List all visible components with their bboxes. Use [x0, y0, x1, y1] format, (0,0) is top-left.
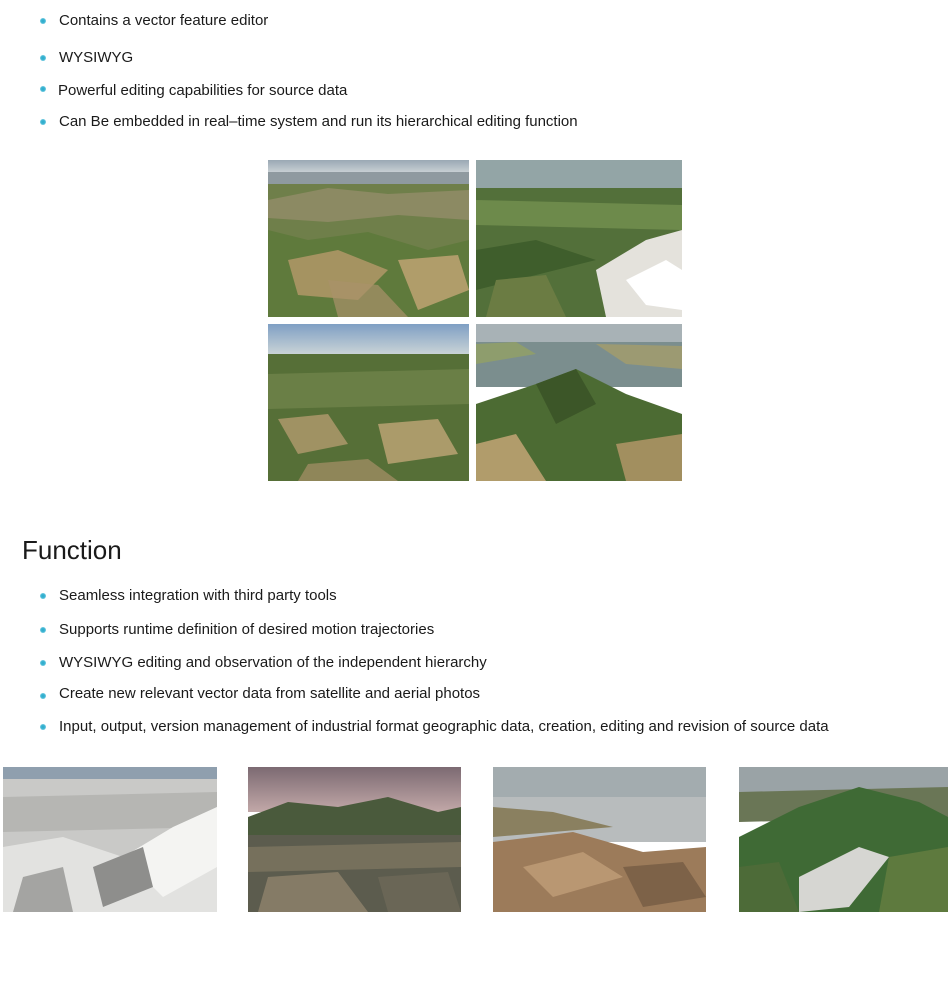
bullet-icon: [40, 724, 46, 730]
bullet-icon: [40, 55, 46, 61]
terrain-image: [476, 160, 682, 317]
bullet-icon: [40, 660, 46, 666]
terrain-image: [268, 160, 469, 317]
terrain-image: [268, 324, 469, 481]
section-heading: Function: [22, 535, 122, 565]
terrain-image: [476, 324, 682, 481]
terrain-image: [739, 767, 948, 912]
terrain-image: [3, 767, 217, 912]
bullet-icon: [40, 18, 46, 24]
bullet-icon: [40, 86, 46, 92]
bullet-icon: [40, 693, 46, 699]
terrain-image: [248, 767, 461, 912]
bullet-icon: [40, 119, 46, 125]
bullet-icon: [40, 593, 46, 599]
terrain-image: [493, 767, 706, 912]
bullet-icon: [40, 627, 46, 633]
